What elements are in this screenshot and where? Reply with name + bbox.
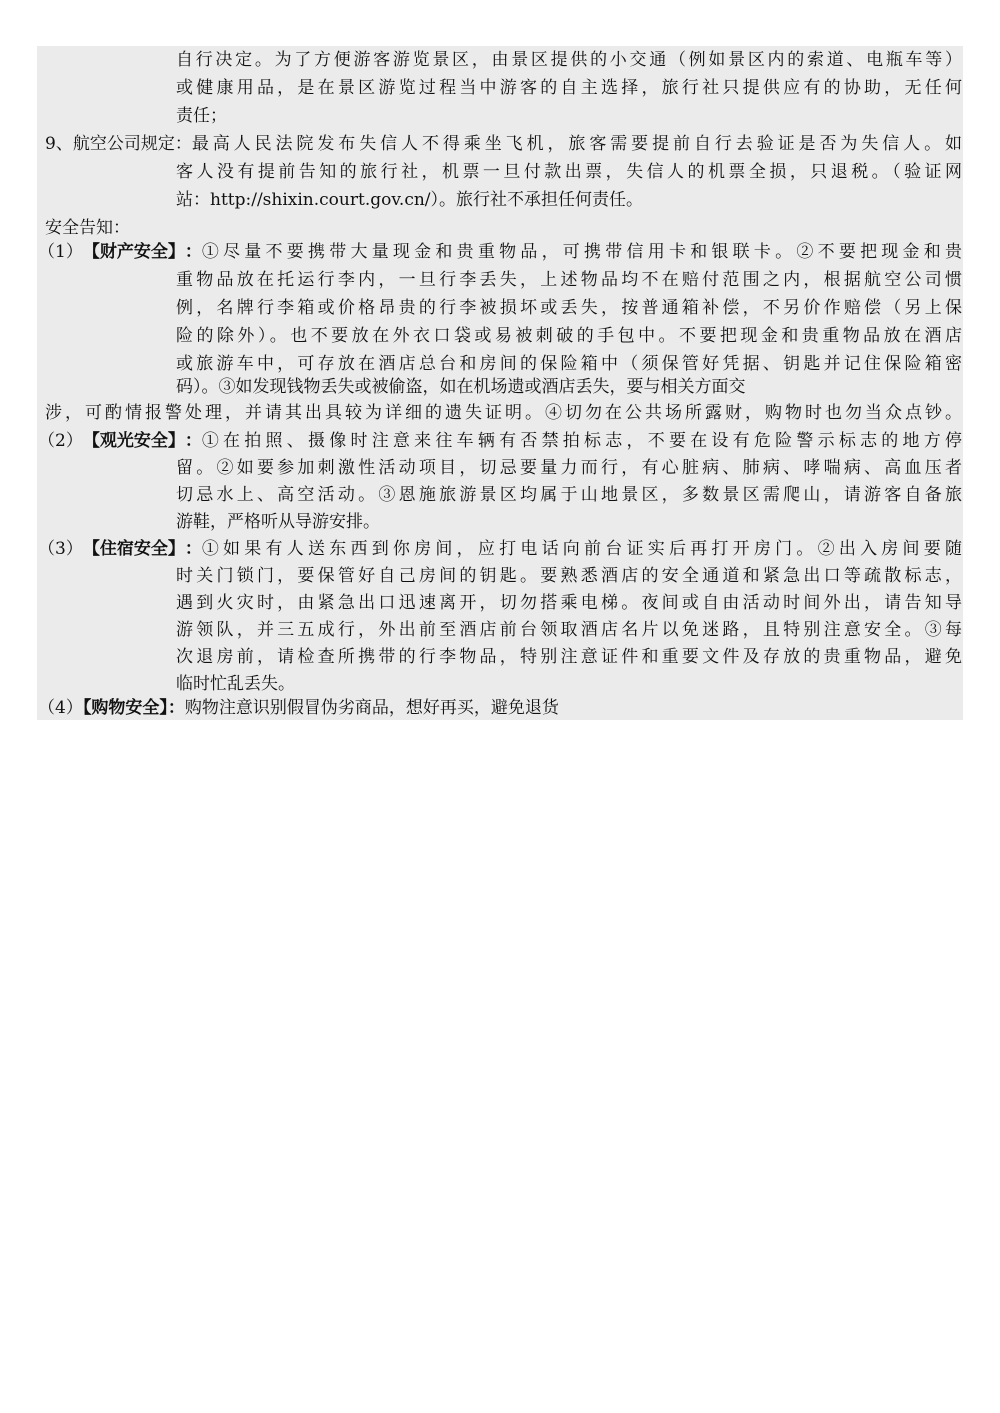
section-colon: ： xyxy=(184,242,202,262)
section-number: （3） xyxy=(38,539,83,559)
accommodation-safety-line: 次退房前，请检查所携带的行李物品，特别注意证件和重要文件及存放的贵重物品，避免 xyxy=(176,647,962,667)
sightseeing-safety-line: 游鞋，严格听从导游安排。 xyxy=(176,512,380,532)
para-line: 责任； xyxy=(176,106,227,126)
section-label: 【财产安全】 xyxy=(82,242,185,262)
property-safety-line: 码）。③如发现钱物丢失或被偷盗，如在机场遗或酒店丢失，要与相关方面交 xyxy=(176,377,746,397)
sightseeing-safety-first-line xyxy=(38,428,962,455)
section-label: 【住宿安全】 xyxy=(82,539,185,559)
property-safety-line: 或旅游车中，可存放在酒店总台和房间的保险箱中（须保管好凭据、钥匙并记住保险箱密 xyxy=(176,354,962,374)
shopping-safety-line xyxy=(38,695,559,722)
property-safety-text: ①尽量不要携带大量现金和贵重物品，可携带信用卡和银联卡。②不要把现金和贵 xyxy=(201,242,962,262)
safety-title: 安全告知： xyxy=(45,218,130,238)
section-number: （2） xyxy=(38,431,83,451)
property-safety-first-line xyxy=(38,239,962,266)
item-9-text: 最高人民法院发布失信人不得乘坐飞机，旅客需要提前自行去验证是否为失信人。如 xyxy=(191,134,962,154)
sightseeing-safety-line: 切忌水上、高空活动。③恩施旅游景区均属于山地景区，多数景区需爬山，请游客自备旅 xyxy=(176,485,962,505)
sightseeing-safety-line: 留。②如要参加刺激性活动项目，切忌要量力而行，有心脏病、肺病、哮喘病、高血压者 xyxy=(176,458,962,478)
para-line: 或健康用品，是在景区游览过程当中游客的自主选择，旅行社只提供应有的协助，无任何 xyxy=(176,78,962,98)
sightseeing-safety-text: ①在拍照、摄像时注意来往车辆有否禁拍标志，不要在设有危险警示标志的地方停 xyxy=(201,431,962,451)
property-safety-wrap-line: 涉，可酌情报警处理，并请其出具较为详细的遗失证明。④切勿在公共场所露财，购物时也勿当众点钞。 xyxy=(45,403,962,423)
section-number: （1） xyxy=(38,242,83,262)
property-safety-line: 险的除外）。也不要放在外衣口袋或易被刺破的手包中。不要把现金和贵重物品放在酒店 xyxy=(176,326,962,346)
item-9-label: 9、航空公司规定： xyxy=(45,134,192,154)
section-label: 【观光安全】 xyxy=(82,431,185,451)
accommodation-safety-line: 时关门锁门，要保管好自己房间的钥匙。要熟悉酒店的安全通道和紧急出口等疏散标志， xyxy=(176,566,962,586)
section-number: （4） xyxy=(38,698,83,718)
section-colon: ： xyxy=(184,431,202,451)
section-label: 【购物安全】 xyxy=(82,698,168,718)
accommodation-safety-text: ①如果有人送东西到你房间，应打电话向前台证实后再打开房门。②出入房间要随 xyxy=(201,539,962,559)
item-9-first-line xyxy=(45,131,962,158)
accommodation-safety-line: 遇到火灾时，由紧急出口迅速离开，切勿搭乘电梯。夜间或自由活动时间外出，请告知导 xyxy=(176,593,962,613)
accommodation-safety-line: 临时忙乱丢失。 xyxy=(176,674,295,694)
property-safety-line: 重物品放在托运行李内，一旦行李丢失，上述物品均不在赔付范围之内，根据航空公司惯 xyxy=(176,270,962,290)
accommodation-safety-line: 游领队，并三五成行，外出前至酒店前台领取酒店名片以免迷路，且特别注意安全。③每 xyxy=(176,620,962,640)
item-9-line: 客人没有提前告知的旅行社，机票一旦付款出票，失信人的机票全损，只退税。（验证网 xyxy=(176,162,962,182)
accommodation-safety-first-line xyxy=(38,536,962,563)
para-line: 自行决定。为了方便游客游览景区，由景区提供的小交通（例如景区内的索道、电瓶车等） xyxy=(176,50,962,70)
section-colon: ： xyxy=(167,698,185,718)
section-colon: ： xyxy=(184,539,202,559)
property-safety-line: 例，名牌行李箱或价格昂贵的行李被损坏或丢失，按普通箱补偿，不另价作赔偿（另上保 xyxy=(176,298,962,318)
item-9-line: 站：http://shixin.court.gov.cn/）。旅行社不承担任何责任。 xyxy=(176,190,644,210)
shopping-safety-text: 购物注意识别假冒伪劣商品，想好再买，避免退货 xyxy=(184,698,559,718)
